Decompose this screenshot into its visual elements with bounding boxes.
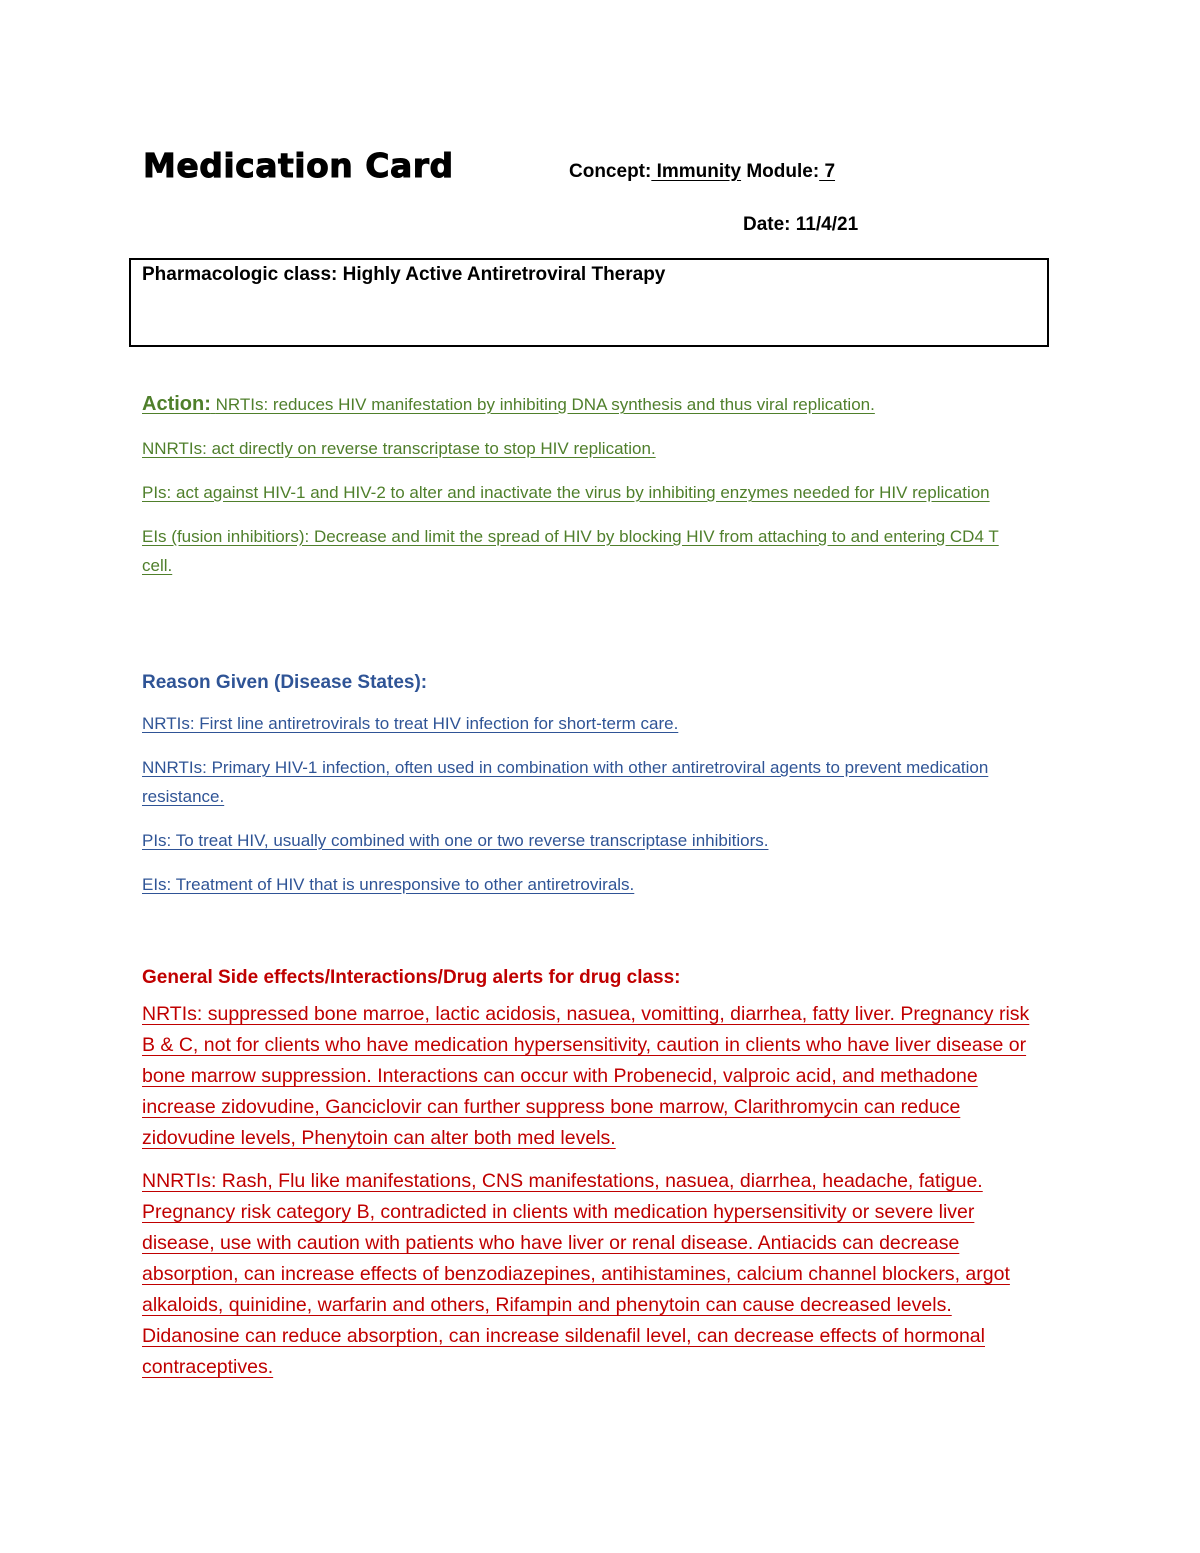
- module-label: Module:: [741, 161, 820, 182]
- pharmacologic-class-box: [129, 258, 1049, 347]
- module-value: 7: [819, 161, 836, 182]
- pharmacologic-class-text: Pharmacologic class: Highly Active Antiretroviral Therapy: [142, 264, 666, 285]
- reason-heading: Reason Given (Disease States):: [142, 672, 428, 693]
- action-label: Action:: [142, 393, 211, 415]
- reason-item: EIs: Treatment of HIV that is unresponsive to other antiretrovirals.: [142, 875, 635, 894]
- action-item: PIs: act against HIV-1 and HIV-2 to alter and inactivate the virus by inhibiting enzymes needed for HIV replication: [142, 483, 990, 502]
- reason-item: NRTIs: First line antiretrovirals to treat HIV infection for short-term care.: [142, 714, 679, 733]
- reason-item: NNRTIs: Primary HIV-1 infection, often used in combination with other antiretroviral agents to prevent medication resistance.: [142, 758, 989, 806]
- action-section: [142, 390, 1042, 580]
- concept-module-line: [569, 161, 835, 183]
- date-line: [743, 214, 858, 236]
- date-value: 11/4/21: [795, 214, 859, 235]
- concept-label: Concept:: [569, 161, 652, 182]
- side-effects-heading: General Side effects/Interactions/Drug alerts for drug class:: [142, 967, 681, 988]
- action-item: NNRTIs: act directly on reverse transcriptase to stop HIV replication.: [142, 439, 656, 458]
- page-title: Medication Card: [143, 146, 454, 185]
- action-item-text: NRTIs: reduces HIV manifestation by inhibiting DNA synthesis and thus viral replication.: [215, 395, 875, 414]
- date-label: Date:: [743, 214, 791, 235]
- reason-section: [142, 672, 1042, 899]
- concept-value: Immunity: [651, 161, 742, 182]
- side-effects-item: NNRTIs: Rash, Flu like manifestations, CNS manifestations, nasuea, diarrhea, headache, fatigue. Pregnancy risk category B, contradicted in clients with medication hypersensitivity or severe liver disease, use with caution with patients who have liver or renal disease. Antiacids can decrease absorption, can increase effects of benzodiazepines, antihistamines, calcium channel blockers, argot alkaloids, quinidine, warfarin and others, Rifampin and phenytoin can cause decreased levels. Didanosine can reduce absorption, can increase sildenafil level, can decrease effects of hormonal contraceptives.: [142, 1170, 1010, 1378]
- action-item: EIs (fusion inhibitiors): Decrease and limit the spread of HIV by blocking HIV from attaching to and entering CD4 T cell.: [142, 527, 999, 575]
- action-item: [142, 390, 1042, 419]
- reason-item: PIs: To treat HIV, usually combined with one or two reverse transcriptase inhibitiors.: [142, 831, 769, 850]
- side-effects-section: [142, 967, 1042, 1383]
- side-effects-item: NRTIs: suppressed bone marroe, lactic acidosis, nasuea, vomitting, diarrhea, fatty liver. Pregnancy risk B & C, not for clients who have medication hypersensitivity, caution in clients who have liver disease or bone marrow suppression. Interactions can occur with Probenecid, valproic acid, and methadone increase zidovudine, Ganciclovir can further suppress bone marrow, Clarithromycin can reduce zidovudine levels, Phenytoin can alter both med levels.: [142, 1003, 1030, 1149]
